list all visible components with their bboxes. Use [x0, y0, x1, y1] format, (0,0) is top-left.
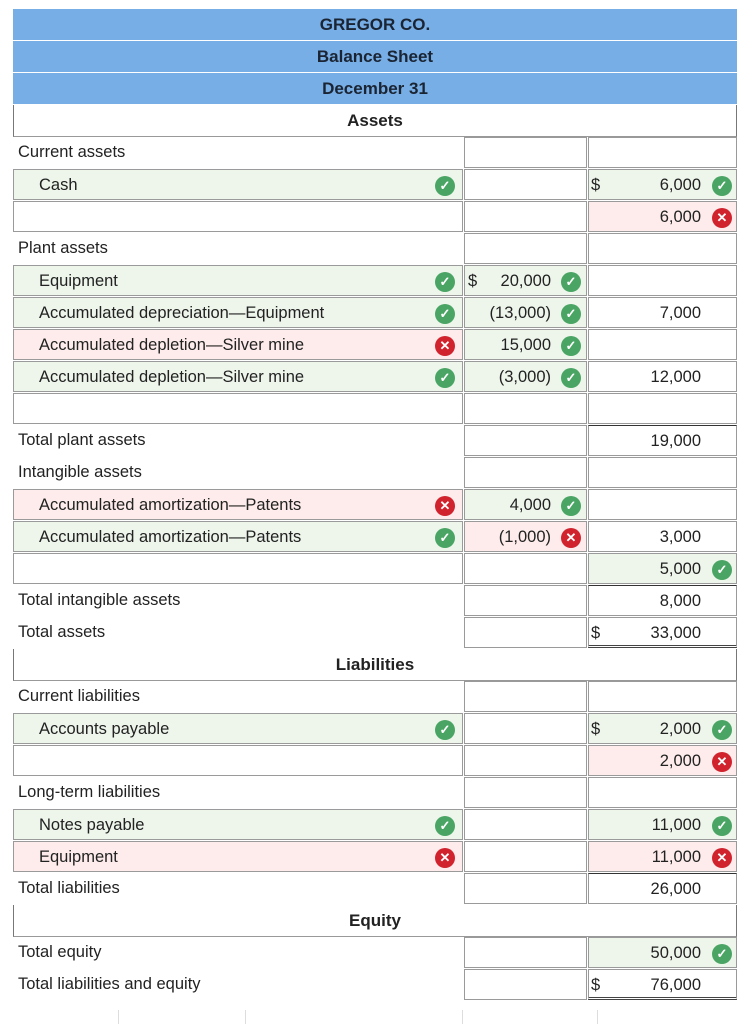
check-icon: ✓: [561, 304, 581, 324]
amount-input[interactable]: [464, 201, 587, 232]
account-select[interactable]: [13, 521, 463, 552]
total-input[interactable]: [588, 713, 737, 744]
row-current-liabilities: [13, 681, 737, 713]
x-icon: ✕: [712, 848, 732, 868]
amount-input[interactable]: [464, 617, 587, 648]
total-input[interactable]: [588, 937, 737, 968]
check-icon: ✓: [712, 944, 732, 964]
total-value: 12,000: [650, 368, 701, 386]
check-icon: ✓: [435, 816, 455, 836]
row-plant-assets: [13, 233, 737, 265]
total-input[interactable]: [588, 521, 737, 552]
row-intangible-extra: [13, 553, 737, 585]
total-input[interactable]: [588, 329, 737, 360]
row-intangible-assets: [13, 457, 737, 489]
account-select[interactable]: [13, 265, 463, 296]
dollar-sign: $: [591, 976, 601, 994]
dollar-sign: $: [591, 624, 601, 642]
check-icon: ✓: [435, 304, 455, 324]
check-icon: ✓: [435, 368, 455, 388]
total-input[interactable]: [588, 489, 737, 520]
total-value: 3,000: [659, 528, 701, 546]
total-value: 6,000: [659, 208, 701, 226]
row-equipment: [13, 265, 737, 297]
row-total-plant-assets: [13, 425, 737, 457]
section-equity: Equity: [13, 905, 737, 937]
account-select[interactable]: [13, 297, 463, 328]
row-label: Accumulated depletion—Silver mine: [39, 336, 305, 354]
x-icon: ✕: [712, 208, 732, 228]
row-label: Accumulated depletion—Silver mine: [39, 368, 305, 386]
x-icon: ✕: [712, 752, 732, 772]
amount-value: (13,000): [489, 304, 551, 322]
total-value: 11,000: [651, 848, 701, 866]
check-icon: ✓: [435, 528, 455, 548]
dollar-sign: $: [591, 720, 601, 738]
row-label: Accumulated amortization—Patents: [39, 496, 302, 514]
check-icon: ✓: [712, 720, 732, 740]
check-icon: ✓: [561, 272, 581, 292]
row-label: Plant assets: [18, 239, 108, 257]
amount-input[interactable]: [464, 457, 587, 488]
total-value: 26,000: [650, 880, 701, 898]
total-input[interactable]: [588, 777, 737, 808]
amount-input[interactable]: [464, 521, 587, 552]
total-value: 8,000: [659, 592, 701, 610]
total-input[interactable]: [588, 585, 737, 616]
row-accumulated-depreciation: [13, 297, 737, 329]
divider: [118, 1010, 119, 1024]
row-label: Total equity: [18, 943, 102, 961]
row-silver-mine-2: [13, 361, 737, 393]
total-input[interactable]: [588, 617, 737, 648]
amount-input[interactable]: [464, 489, 587, 520]
amount-input[interactable]: [464, 585, 587, 616]
amount-value: (3,000): [498, 368, 551, 386]
total-value: 2,000: [659, 720, 701, 738]
row-label: Equipment: [39, 272, 118, 290]
amount-value: (1,000): [498, 528, 551, 546]
check-icon: ✓: [712, 816, 732, 836]
check-icon: ✓: [435, 176, 455, 196]
total-value: 6,000: [659, 176, 701, 194]
total-input[interactable]: [588, 809, 737, 840]
x-icon: ✕: [435, 848, 455, 868]
total-input[interactable]: [588, 745, 737, 776]
total-input[interactable]: [588, 393, 737, 424]
total-input[interactable]: [588, 969, 737, 1000]
amount-input[interactable]: [464, 937, 587, 968]
amount-input[interactable]: [464, 233, 587, 264]
total-value: 33,000: [650, 624, 701, 642]
amount-input[interactable]: [464, 425, 587, 456]
check-icon: ✓: [561, 496, 581, 516]
divider: [245, 1010, 246, 1024]
check-icon: ✓: [712, 560, 732, 580]
account-select[interactable]: [13, 201, 463, 232]
account-select[interactable]: [13, 393, 463, 424]
check-icon: ✓: [561, 336, 581, 356]
divider: [462, 1010, 463, 1024]
account-select[interactable]: [13, 745, 463, 776]
row-label: Accumulated amortization—Patents: [39, 528, 302, 546]
total-input[interactable]: [588, 233, 737, 264]
row-label: Current liabilities: [18, 687, 140, 705]
amount-input[interactable]: [464, 777, 587, 808]
row-label: Total liabilities: [18, 879, 120, 897]
row-label: Long-term liabilities: [18, 783, 161, 801]
total-input[interactable]: [588, 201, 737, 232]
amount-input[interactable]: [464, 553, 587, 584]
total-input[interactable]: [588, 873, 737, 904]
total-input[interactable]: [588, 681, 737, 712]
row-label: Current assets: [18, 143, 126, 161]
account-select[interactable]: [13, 361, 463, 392]
account-select[interactable]: [13, 169, 463, 200]
amount-input[interactable]: [464, 169, 587, 200]
section-assets: Assets: [13, 105, 737, 137]
row-label: Total assets: [18, 623, 106, 641]
statement-date: December 31: [13, 73, 737, 105]
row-accounts-payable: [13, 713, 737, 745]
row-blank-plant: [13, 393, 737, 425]
total-input[interactable]: [588, 361, 737, 392]
amount-value: 20,000: [500, 272, 551, 290]
amount-input[interactable]: [464, 137, 587, 168]
row-total-assets: [13, 617, 737, 649]
row-label: Accounts payable: [39, 720, 170, 738]
row-notes-payable: [13, 809, 737, 841]
total-input[interactable]: [588, 265, 737, 296]
row-silver-mine-1: [13, 329, 737, 361]
amount-input[interactable]: [464, 361, 587, 392]
x-icon: ✕: [435, 336, 455, 356]
x-icon: ✕: [435, 496, 455, 516]
total-input[interactable]: [588, 137, 737, 168]
row-patents-2: [13, 521, 737, 553]
total-input[interactable]: [588, 169, 737, 200]
account-select[interactable]: [13, 329, 463, 360]
amount-input[interactable]: [464, 809, 587, 840]
check-icon: ✓: [435, 720, 455, 740]
row-current-assets: [13, 137, 737, 169]
row-label: Accumulated depreciation—Equipment: [39, 304, 325, 322]
total-input[interactable]: [588, 457, 737, 488]
row-total-liabilities: [13, 873, 737, 905]
amount-input[interactable]: [464, 873, 587, 904]
row-lt-equipment: [13, 841, 737, 873]
row-label: Total intangible assets: [18, 591, 181, 609]
total-input[interactable]: [588, 553, 737, 584]
section-liabilities: Liabilities: [13, 649, 737, 681]
row-cash-retry: [13, 201, 737, 233]
row-total-intangible: [13, 585, 737, 617]
amount-input[interactable]: [464, 265, 587, 296]
total-value: 7,000: [659, 304, 701, 322]
total-value: 5,000: [659, 560, 701, 578]
total-value: 19,000: [650, 432, 701, 450]
amount-value: 4,000: [509, 496, 551, 514]
total-value: 50,000: [650, 944, 701, 962]
account-select[interactable]: [13, 713, 463, 744]
check-icon: ✓: [561, 368, 581, 388]
x-icon: ✕: [561, 528, 581, 548]
company-name: GREGOR CO.: [13, 9, 737, 41]
row-label: Equipment: [39, 848, 118, 866]
row-cash: [13, 169, 737, 201]
dollar-sign: $: [468, 272, 478, 290]
amount-input[interactable]: [464, 841, 587, 872]
row-patents-1: [13, 489, 737, 521]
account-select[interactable]: [13, 489, 463, 520]
divider: [597, 1010, 598, 1024]
total-value: 2,000: [659, 752, 701, 770]
row-total-liabilities-equity: [13, 969, 737, 1001]
amount-input[interactable]: [464, 713, 587, 744]
amount-input[interactable]: [464, 969, 587, 1000]
row-label: Notes payable: [39, 816, 145, 834]
row-label: Intangible assets: [18, 463, 142, 481]
row-label: Total plant assets: [18, 431, 146, 449]
total-input[interactable]: [588, 841, 737, 872]
account-select[interactable]: [13, 553, 463, 584]
row-accounts-payable-retry: [13, 745, 737, 777]
statement-title: Balance Sheet: [13, 41, 737, 73]
row-total-equity: [13, 937, 737, 969]
total-input[interactable]: [588, 425, 737, 456]
amount-input[interactable]: [464, 745, 587, 776]
row-long-term-liabilities: [13, 777, 737, 809]
check-icon: ✓: [712, 176, 732, 196]
account-select[interactable]: [13, 841, 463, 872]
dollar-sign: $: [591, 176, 601, 194]
amount-input[interactable]: [464, 297, 587, 328]
check-icon: ✓: [435, 272, 455, 292]
total-value: 76,000: [650, 976, 701, 994]
total-value: 11,000: [651, 816, 701, 834]
amount-input[interactable]: [464, 329, 587, 360]
amount-input[interactable]: [464, 681, 587, 712]
row-label: Cash: [39, 176, 78, 194]
total-input[interactable]: [588, 297, 737, 328]
account-select[interactable]: [13, 809, 463, 840]
row-label: Total liabilities and equity: [18, 975, 201, 993]
amount-value: 15,000: [500, 336, 551, 354]
amount-input[interactable]: [464, 393, 587, 424]
